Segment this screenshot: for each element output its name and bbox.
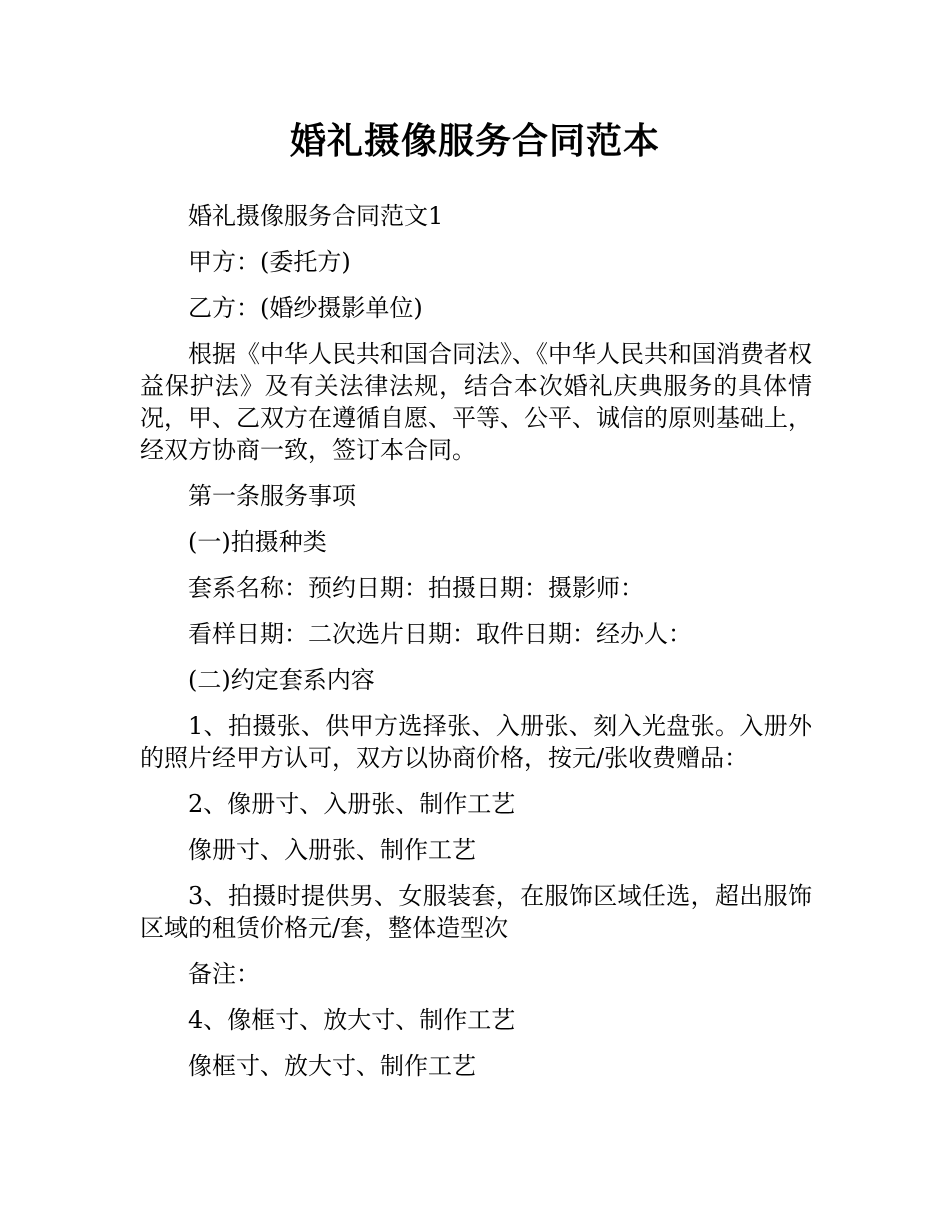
paragraph: 3、拍摄时提供男、女服装套，在服饰区域任选，超出服饰区域的租赁价格元/套，整体造型次: [140, 882, 812, 942]
paragraph: 像框寸、放大寸、制作工艺: [188, 1052, 476, 1080]
paragraph: 套系名称：预约日期：拍摄日期：摄影师：: [188, 574, 644, 602]
paragraph: 4、像框寸、放大寸、制作工艺: [188, 1006, 516, 1034]
paragraph: 甲方：(委托方): [188, 248, 351, 276]
paragraph: (一)拍摄种类: [188, 528, 327, 556]
paragraph: 看样日期：二次选片日期：取件日期：经办人：: [188, 620, 692, 648]
paragraph: 1、拍摄张、供甲方选择张、入册张、刻入光盘张。入册外的照片经甲方认可，双方以协商价格，按元/张收费赠品：: [140, 712, 812, 772]
paragraph: 2、像册寸、入册张、制作工艺: [188, 790, 516, 818]
document-title: 婚礼摄像服务合同范本: [289, 121, 660, 162]
paragraph: 备注：: [188, 960, 260, 988]
paragraph: 根据《中华人民共和国合同法》、《中华人民共和国消费者权益保护法》及有关法律法规，结合本次婚礼庆典服务的具体情况，甲、乙双方在遵循自愿、平等、公平、诚信的原则基础上，经双方协商一致，签订本合同。: [140, 340, 812, 464]
document-body: [140, 200, 812, 1082]
paragraph: 乙方：(婚纱摄影单位): [188, 294, 423, 322]
paragraph: (二)约定套系内容: [188, 666, 375, 694]
paragraph: 婚礼摄像服务合同范文1: [188, 202, 444, 230]
paragraph: 第一条服务事项: [188, 482, 356, 510]
paragraph: 像册寸、入册张、制作工艺: [188, 836, 476, 864]
